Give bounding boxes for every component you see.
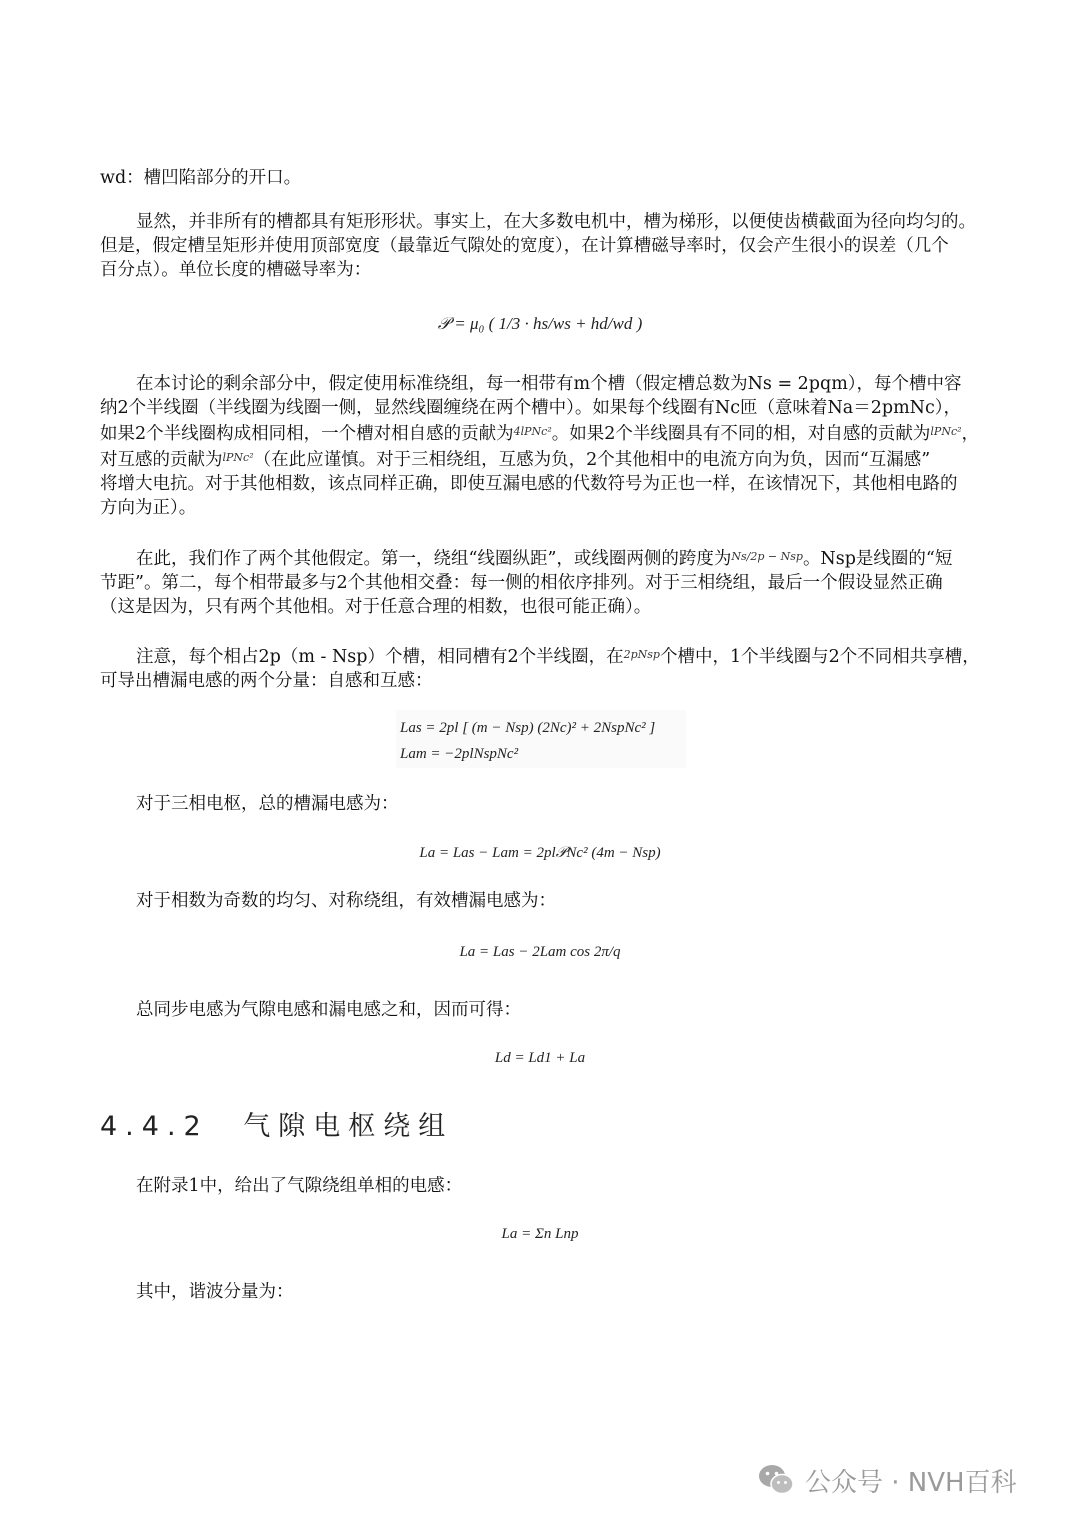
equation-self-mutual-leakage <box>396 710 686 768</box>
paragraph-odd-phase: 对于相数为奇数的均匀、对称绕组，有效槽漏电感为： <box>136 891 556 911</box>
text-run: 。如果2个半线圈具有不同的相，对自感的贡献为 <box>551 424 931 444</box>
paragraph-line <box>100 446 968 472</box>
slot-opening-definition: wd：槽凹陷部分的开口。 <box>100 168 302 188</box>
inline-math: 2pNsp <box>623 648 660 661</box>
paragraph-appendix: 在附录1中，给出了气隙绕组单相的电感： <box>136 1176 463 1196</box>
text-run: （在此应谨慎。对于三相绕组，互感为负，2个其他相中的电流方向为负，因而“互漏感” <box>253 450 931 470</box>
text-run: 在此，我们作了两个其他假定。第一，绕组“线圈纵距”，或线圈两侧的跨度为 <box>136 549 732 569</box>
wechat-icon <box>757 1463 795 1497</box>
paragraph-three-phase: 对于三相电枢，总的槽漏电感为： <box>136 794 399 814</box>
paragraph-slot-leakage <box>100 643 980 693</box>
paragraph-assumptions <box>100 545 968 619</box>
inline-math: 4lPNc² <box>513 425 552 438</box>
paragraph-line: 方向为正）。 <box>100 498 197 518</box>
text-run: 个槽中，1个半线圈与2个不同相共享槽， <box>659 647 980 667</box>
equation-slot-permeance: 𝒫 = μ₀ ( 1/3 · hs/ws + hd/wd ) <box>437 314 643 333</box>
equation-lam: Lam = −2plNspNc² <box>400 746 519 762</box>
equation-effective-leakage: La = Las − 2Lam cos 2π/q <box>459 944 621 960</box>
text-run: 。Nsp是线圈的“短 <box>802 549 953 569</box>
paragraph-line: 纳2个半线圈（半线圈为线圈一侧，显然线圈缠绕在两个槽中）。如果每个线圈有Nc匝（意味着Na＝2pmNc）， <box>100 398 962 418</box>
section-number: 4.4.2 <box>100 1111 209 1142</box>
text-run: 对互感的贡献为 <box>100 450 223 470</box>
text-run: 注意，每个相占2p（m - Nsp）个槽，相同槽有2个半线圈，在 <box>136 647 624 667</box>
watermark-text: 公众号 · NVH百科 <box>805 1467 1017 1498</box>
equation-las: Las = 2pl [ (m − Nsp) (2Nc)² + 2NspNc² ] <box>400 720 656 736</box>
paragraph-line: 但是，假定槽呈矩形并使用顶部宽度（最靠近气隙处的宽度），在计算槽磁导率时，仅会产生很小的误差（几个 <box>100 236 949 256</box>
paragraph-line: 在本讨论的剩余部分中，假定使用标准绕组，每一相带有m个槽（假定槽总数为Ns = 2pqm），每个槽中容 <box>136 374 962 394</box>
paragraph-line <box>100 420 980 446</box>
inline-math: Ns/2p − Nsp <box>731 550 803 563</box>
text-run: 如果2个半线圈构成相同相，一个槽对相自感的贡献为 <box>100 424 514 444</box>
paragraph-line: 可导出槽漏电感的两个分量：自感和互感： <box>100 671 433 691</box>
inline-math: lPNc² <box>930 425 962 438</box>
paragraph-sync-inductance: 总同步电感为气隙电感和漏电感之和，因而可得： <box>136 1000 521 1020</box>
equation-total-slot-leakage: La = Las − Lam = 2pl𝒫Nc² (4m − Nsp) <box>419 845 661 861</box>
paragraph-line <box>100 545 968 571</box>
paragraph-line: 节距”。第二，每个相带最多与2个其他相交叠：每一侧的相依序排列。对于三相绕组，最后一个假设显然正确 <box>100 573 943 593</box>
equation-harmonic-sum: La = Σn Lnp <box>501 1226 579 1242</box>
section-heading <box>100 1104 453 1143</box>
paragraph-line: 百分点）。单位长度的槽磁导率为： <box>100 260 372 280</box>
paragraph-standard-winding <box>100 372 980 520</box>
paragraph-line: （这是因为，只有两个其他相。对于任意合理的相数，也很可能正确）。 <box>100 597 652 617</box>
watermark <box>757 1460 1017 1500</box>
section-title: 气隙电枢绕组 <box>243 1111 454 1142</box>
text-run: ， <box>961 424 980 444</box>
paragraph-line: 将增大电抗。对于其他相数，该点同样正确，即使互漏电感的代数符号为正也一样，在该情况下，其他相电路的 <box>100 474 958 494</box>
equation-sync-inductance: Ld = Ld1 + La <box>494 1050 586 1066</box>
paragraph-line <box>100 643 980 669</box>
inline-math: lPNc² <box>222 451 254 464</box>
paragraph-line: 显然，并非所有的槽都具有矩形形状。事实上，在大多数电机中，槽为梯形，以便使齿横截面为径向均匀的。 <box>136 212 976 232</box>
paragraph-slot-shape <box>100 210 976 282</box>
paragraph-harmonic: 其中，谐波分量为： <box>136 1282 294 1302</box>
